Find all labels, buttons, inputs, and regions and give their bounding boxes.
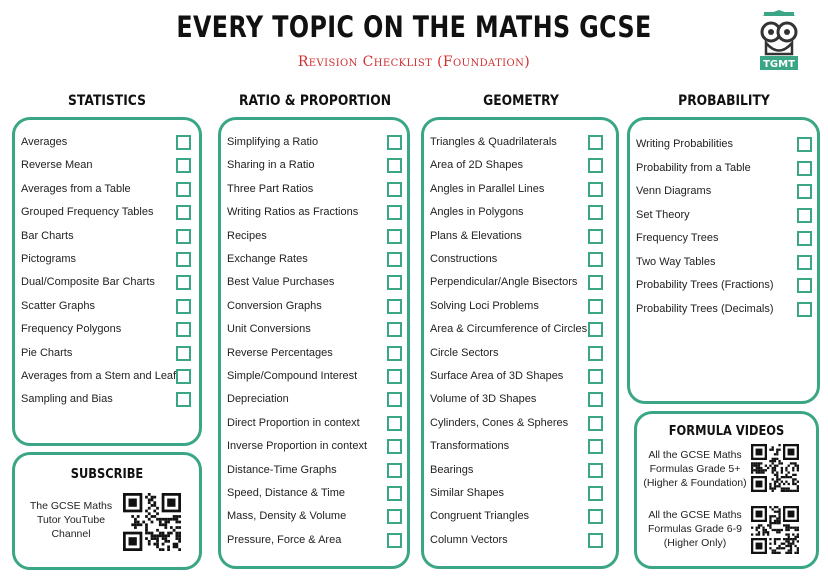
checklist-item-label: Area & Circumference of Circles <box>430 323 588 336</box>
checklist-item <box>15 319 199 341</box>
checklist-item <box>630 205 817 227</box>
checklist-item-label: Best Value Purchases <box>227 276 335 289</box>
checkbox[interactable] <box>588 439 603 454</box>
checkbox[interactable] <box>387 416 402 431</box>
checklist-item <box>221 249 407 271</box>
checkbox[interactable] <box>588 416 603 431</box>
checklist-item-label: Averages from a Table <box>21 182 131 195</box>
checklist-item-label: Direct Proportion in context <box>227 416 360 429</box>
checklist-item-label: Set Theory <box>636 208 690 221</box>
checklist-item <box>221 202 407 224</box>
checklist-item-label: Solving Loci Problems <box>430 299 539 312</box>
checkbox[interactable] <box>176 299 191 314</box>
checkbox[interactable] <box>588 229 603 244</box>
checkbox[interactable] <box>176 392 191 407</box>
checklist-item-label: Simple/Compound Interest <box>227 370 358 382</box>
checklist-item <box>424 272 616 294</box>
checklist-item <box>221 226 407 248</box>
checkbox[interactable] <box>387 252 402 267</box>
checkbox[interactable] <box>176 322 191 337</box>
checklist-item-label: Depreciation <box>227 393 289 406</box>
checkbox[interactable] <box>176 275 191 290</box>
checklist-item <box>630 134 817 156</box>
checklist-item-label: Bearings <box>430 463 474 476</box>
geometry-heading: GEOMETRY <box>483 93 559 109</box>
geometry-panel <box>421 117 619 569</box>
checklist-item-label: Scatter Graphs <box>21 299 95 312</box>
checklist-item-label: Probability Trees (Decimals) <box>636 302 774 315</box>
ratio-proportion-panel <box>218 117 410 569</box>
checklist-item <box>424 389 616 411</box>
checklist-item-label: Circle Sectors <box>430 346 499 359</box>
checklist-item-label: Angles in Parallel Lines <box>430 182 545 195</box>
checkbox[interactable] <box>588 158 603 173</box>
checklist-item <box>221 460 407 482</box>
checkbox[interactable] <box>797 255 812 270</box>
checklist-item-label: Pictograms <box>21 253 77 265</box>
checklist-item-label: Triangles & Quadrilaterals <box>430 136 557 148</box>
checklist-item <box>221 366 407 388</box>
checklist-item-label: Cylinders, Cones & Spheres <box>430 416 569 429</box>
checkbox[interactable] <box>387 463 402 478</box>
checklist-item-label: Probability Trees (Fractions) <box>636 279 774 291</box>
checklist-item <box>15 272 199 294</box>
checkbox[interactable] <box>797 208 812 223</box>
checklist-item-label: Inverse Proportion in context <box>227 440 368 453</box>
checklist-item-label: Frequency Polygons <box>21 323 122 336</box>
checklist-item-label: Frequency Trees <box>636 232 719 244</box>
checklist-item <box>424 226 616 248</box>
checkbox[interactable] <box>797 184 812 199</box>
checkbox[interactable] <box>588 392 603 407</box>
probability-heading: PROBABILITY <box>678 93 770 109</box>
checklist-item <box>221 436 407 458</box>
qr-code-icon[interactable] <box>751 444 799 492</box>
checkbox[interactable] <box>387 439 402 454</box>
checkbox[interactable] <box>176 229 191 244</box>
formula-video-2-text: All the GCSE Maths Formulas Grade 6-9 (Higher Only) <box>648 509 742 549</box>
checklist-item-label: Congruent Triangles <box>430 510 530 523</box>
checkbox[interactable] <box>387 182 402 197</box>
probability-panel <box>627 117 820 404</box>
statistics-heading: STATISTICS <box>68 93 146 109</box>
checkbox[interactable] <box>387 275 402 290</box>
checklist-item <box>630 181 817 203</box>
checkbox[interactable] <box>588 252 603 267</box>
checkbox[interactable] <box>588 346 603 361</box>
checklist-item <box>15 296 199 318</box>
ratio-proportion-heading: RATIO & PROPORTION <box>238 93 392 109</box>
checklist-item-label: Probability from a Table <box>636 161 751 174</box>
checklist-item-label: Averages <box>21 136 68 148</box>
checklist-item <box>221 506 407 528</box>
checklist-item-label: Volume of 3D Shapes <box>430 393 537 406</box>
checkbox[interactable] <box>176 205 191 220</box>
checklist-item <box>424 155 616 177</box>
checklist-item-label: Constructions <box>430 253 498 265</box>
checkbox[interactable] <box>387 229 402 244</box>
checkbox[interactable] <box>176 135 191 150</box>
checklist-item <box>221 343 407 365</box>
checkbox[interactable] <box>588 533 603 548</box>
checkbox[interactable] <box>387 205 402 220</box>
checklist-item-label: Unit Conversions <box>227 323 311 336</box>
checkbox[interactable] <box>588 369 603 384</box>
page-subtitle: Revision Checklist (Foundation) <box>297 54 531 70</box>
checkbox[interactable] <box>176 252 191 267</box>
checkbox[interactable] <box>387 392 402 407</box>
checklist-item <box>424 343 616 365</box>
checkbox[interactable] <box>797 137 812 152</box>
checkbox[interactable] <box>387 299 402 314</box>
checkbox[interactable] <box>387 346 402 361</box>
checklist-item-label: Averages from a Stem and Leaf <box>21 370 177 382</box>
checklist-item <box>15 389 199 411</box>
checkbox[interactable] <box>387 509 402 524</box>
checkbox[interactable] <box>588 322 603 337</box>
checklist-item <box>221 413 407 435</box>
checklist-item <box>424 460 616 482</box>
checklist-item-label: Bar Charts <box>21 229 74 242</box>
checklist-item <box>630 275 817 297</box>
checklist-item-label: Conversion Graphs <box>227 299 322 312</box>
checkbox[interactable] <box>797 161 812 176</box>
checkbox[interactable] <box>797 302 812 317</box>
checkbox[interactable] <box>387 322 402 337</box>
checklist-item-label: Three Part Ratios <box>227 182 314 195</box>
checklist-item-label: Writing Ratios as Fractions <box>227 206 359 219</box>
checklist-item <box>424 506 616 528</box>
checklist-item-label: Perpendicular/Angle Bisectors <box>430 276 578 289</box>
checklist-item <box>221 296 407 318</box>
checklist-item-label: Mass, Density & Volume <box>227 510 347 523</box>
formula-video-1-text: All the GCSE Maths Formulas Grade 5+ (Higher & Foundation) <box>643 449 747 489</box>
checklist-item <box>15 202 199 224</box>
checklist-item <box>221 155 407 177</box>
checkbox[interactable] <box>176 158 191 173</box>
checkbox[interactable] <box>588 463 603 478</box>
checklist-item <box>221 272 407 294</box>
checkbox[interactable] <box>797 278 812 293</box>
checklist-item-label: Two Way Tables <box>636 255 716 268</box>
checkbox[interactable] <box>176 346 191 361</box>
checklist-item-label: Grouped Frequency Tables <box>21 206 154 219</box>
statistics-panel <box>12 117 202 446</box>
qr-code-icon[interactable] <box>123 493 181 551</box>
checkbox[interactable] <box>588 135 603 150</box>
checkbox[interactable] <box>176 369 191 384</box>
qr-code-icon[interactable] <box>751 506 799 554</box>
checklist-item <box>221 319 407 341</box>
formula-videos-heading: FORMULA VIDEOS <box>668 424 785 439</box>
checkbox[interactable] <box>588 205 603 220</box>
checklist-item <box>15 155 199 177</box>
checklist-item <box>630 228 817 250</box>
checklist-item <box>424 483 616 505</box>
checkbox[interactable] <box>588 509 603 524</box>
owl-logo-icon <box>758 10 800 72</box>
svg-text:TGMT: TGMT <box>763 59 795 70</box>
checklist-item-label: Reverse Percentages <box>227 346 333 359</box>
checkbox[interactable] <box>588 486 603 501</box>
checklist-item-label: Sharing in a Ratio <box>227 159 315 172</box>
checklist-item <box>221 530 407 552</box>
checklist-item-label: Venn Diagrams <box>636 185 712 197</box>
checkbox[interactable] <box>387 533 402 548</box>
checklist-item <box>15 366 199 388</box>
checklist-item-label: Dual/Composite Bar Charts <box>21 276 155 289</box>
checklist-item <box>15 249 199 271</box>
checklist-item-label: Writing Probabilities <box>636 138 734 150</box>
checklist-item-label: Pie Charts <box>21 346 73 359</box>
page-title: EVERY TOPIC ON THE MATHS GCSE <box>176 10 652 44</box>
checklist-item <box>424 202 616 224</box>
checklist-item <box>221 389 407 411</box>
formula-videos-panel <box>634 411 819 569</box>
checklist-item <box>630 158 817 180</box>
checklist-item <box>424 436 616 458</box>
checkbox[interactable] <box>387 158 402 173</box>
checklist-item-label: Exchange Rates <box>227 253 308 265</box>
checkbox[interactable] <box>588 275 603 290</box>
checklist-item <box>630 299 817 321</box>
checklist-item-label: Column Vectors <box>430 533 508 546</box>
subscribe-heading: SUBSCRIBE <box>70 467 144 482</box>
checklist-item-label: Angles in Polygons <box>430 206 524 219</box>
checklist-item-label: Similar Shapes <box>430 487 504 499</box>
checklist-item <box>15 343 199 365</box>
checklist-item <box>424 296 616 318</box>
checklist-item-label: Simplifying a Ratio <box>227 136 319 148</box>
checklist-item-label: Area of 2D Shapes <box>430 159 523 172</box>
checkbox[interactable] <box>387 369 402 384</box>
checkbox[interactable] <box>588 182 603 197</box>
checklist-item <box>221 179 407 201</box>
checklist-item-label: Speed, Distance & Time <box>227 487 346 499</box>
checklist-item-label: Transformations <box>430 440 510 453</box>
checklist-item-label: Recipes <box>227 229 267 242</box>
checkbox[interactable] <box>588 299 603 314</box>
checkbox[interactable] <box>176 182 191 197</box>
checklist-item <box>15 179 199 201</box>
checklist-item <box>630 252 817 274</box>
checklist-item <box>15 226 199 248</box>
checklist-item <box>424 366 616 388</box>
checklist-item-label: Distance-Time Graphs <box>227 463 337 476</box>
checkbox[interactable] <box>387 486 402 501</box>
checklist-item <box>221 132 407 154</box>
checklist-item <box>424 132 616 154</box>
checklist-item <box>424 179 616 201</box>
subscribe-panel <box>12 452 202 570</box>
checklist-item <box>424 530 616 552</box>
checklist-item <box>15 132 199 154</box>
checklist-item <box>424 413 616 435</box>
checklist-item <box>424 249 616 271</box>
subscribe-text: The GCSE Maths Tutor YouTube Channel <box>29 500 113 540</box>
checkbox[interactable] <box>387 135 402 150</box>
checklist-item-label: Plans & Elevations <box>430 229 522 242</box>
checklist-item-label: Surface Area of 3D Shapes <box>430 370 564 382</box>
checklist-item <box>424 319 616 341</box>
checklist-item <box>221 483 407 505</box>
checklist-item-label: Pressure, Force & Area <box>227 533 342 546</box>
checklist-item-label: Reverse Mean <box>21 159 93 172</box>
checkbox[interactable] <box>797 231 812 246</box>
checklist-item-label: Sampling and Bias <box>21 393 113 406</box>
